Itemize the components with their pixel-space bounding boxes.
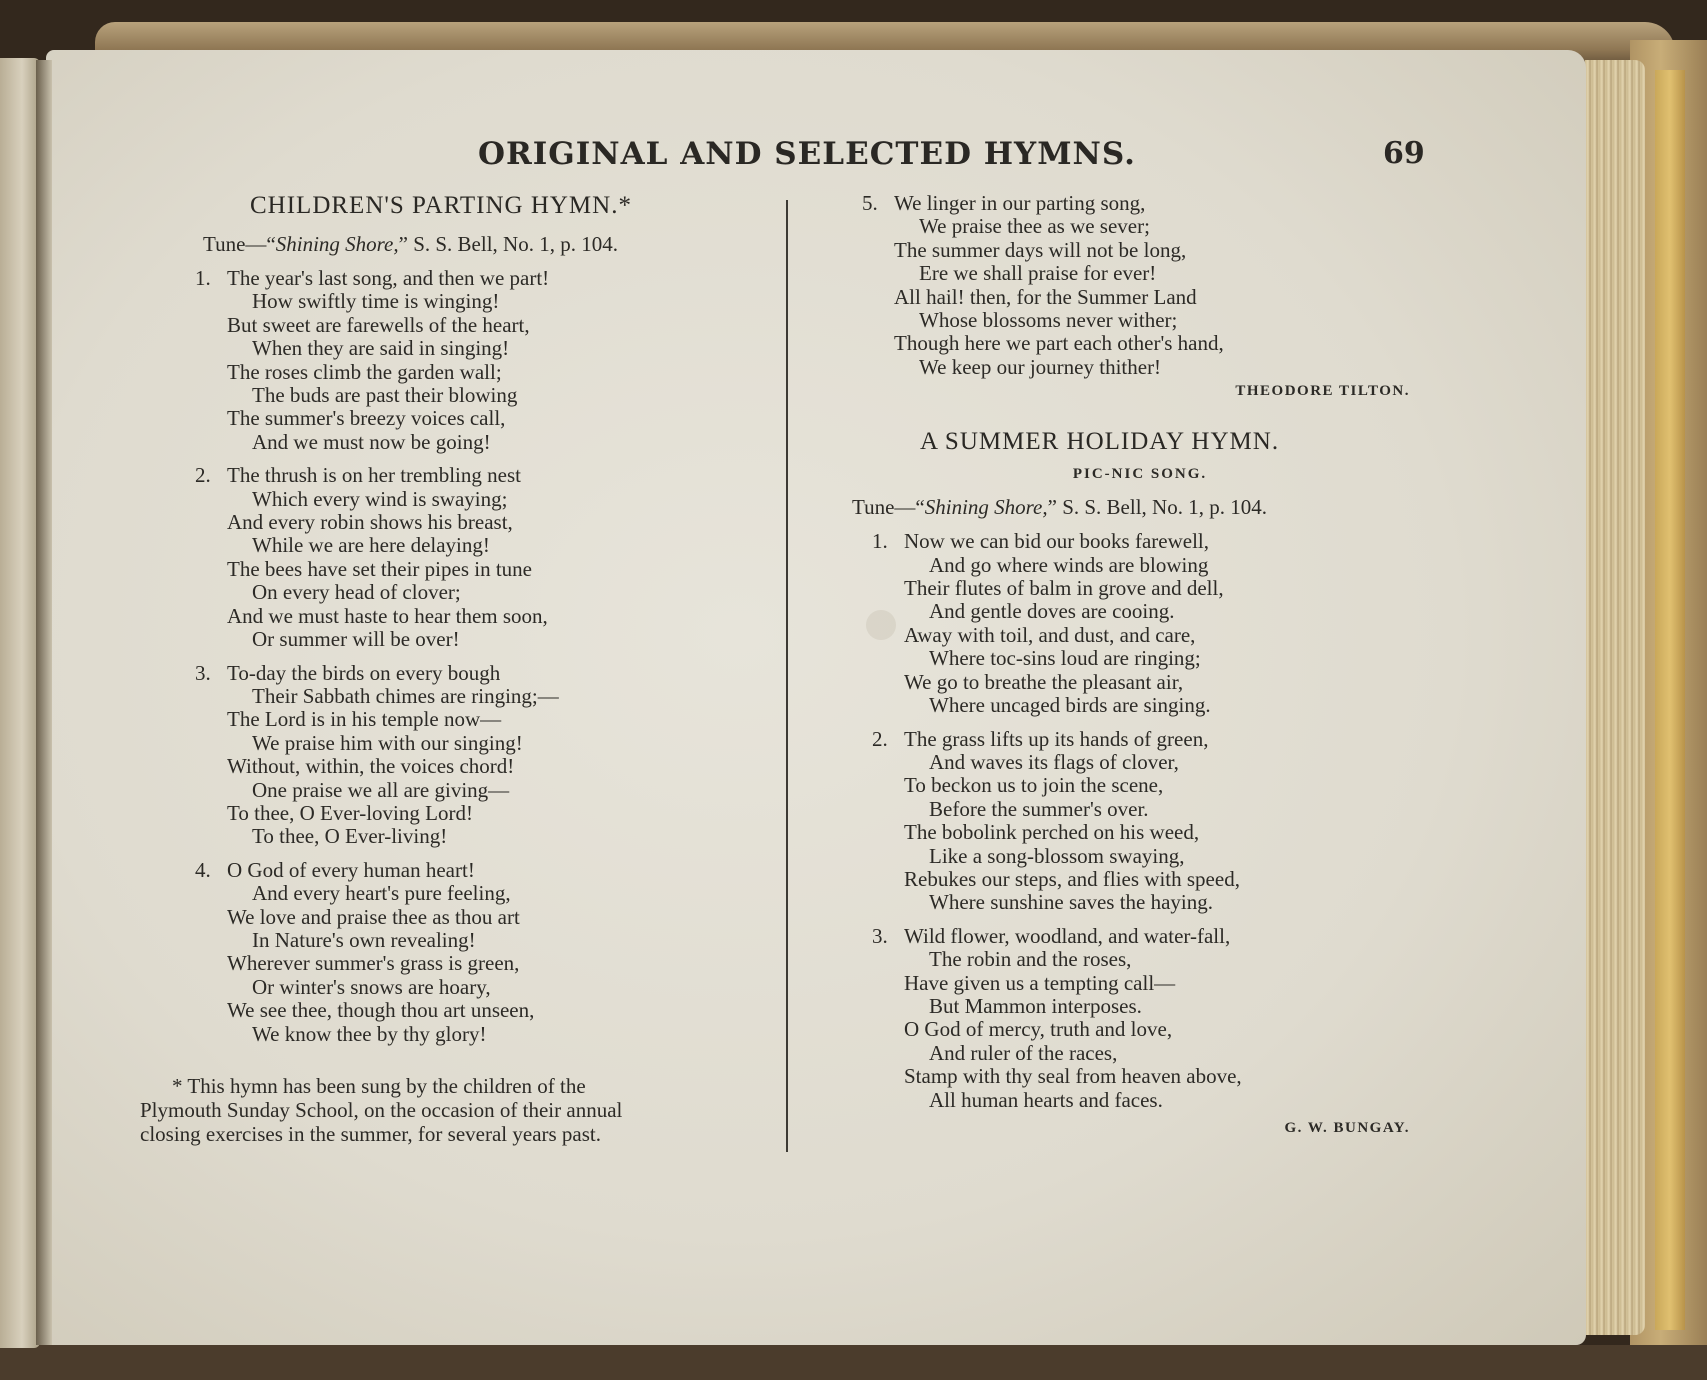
- verse-line: To thee, O Ever-living!: [252, 824, 448, 849]
- verse-line: How swiftly time is winging!: [252, 289, 500, 314]
- verse-line: The summer days will not be long,: [894, 237, 1187, 262]
- verse-line: The buds are past their blowing: [252, 383, 518, 408]
- verse-line: When they are said in singing!: [252, 336, 510, 361]
- footnote-line: * This hymn has been sung by the children of the: [172, 1074, 586, 1098]
- attribution-tilton: THEODORE TILTON.: [1235, 383, 1410, 400]
- stanza-number: 3.: [872, 923, 888, 948]
- verse-line: [140, 662, 780, 685]
- left-stanzas: [140, 267, 780, 1046]
- verse-line: On every head of clover;: [252, 580, 461, 605]
- stanza: [140, 464, 780, 651]
- verse-text: To-day the birds on every bough: [227, 660, 501, 685]
- stanza-5: [860, 192, 1420, 379]
- verse-line: Wherever summer's grass is green,: [227, 951, 520, 976]
- stanza: [860, 530, 1420, 717]
- verse-line: The robin and the roses,: [929, 947, 1132, 972]
- stanza-number: 2.: [872, 726, 888, 751]
- footnote-line: Plymouth Sunday School, on the occasion of their annual: [140, 1098, 623, 1122]
- verse-line: And ruler of the races,: [929, 1040, 1118, 1065]
- tune-name: Shining Shore,: [275, 232, 399, 256]
- footnote: [140, 1074, 780, 1146]
- verse-line: We praise him with our singing!: [252, 730, 523, 755]
- column-divider: [786, 200, 788, 1152]
- verse-line: Before the summer's over.: [929, 796, 1149, 821]
- verse-line: Without, within, the voices chord!: [227, 754, 515, 779]
- hymn-title: CHILDREN'S PARTING HYMN.*: [250, 192, 632, 219]
- verse-line: In Nature's own revealing!: [252, 927, 476, 952]
- verse-line: Like a song-blossom swaying,: [929, 843, 1185, 868]
- verse-line: The bees have set their pipes in tune: [227, 556, 532, 581]
- stanza-number: 5.: [862, 191, 878, 215]
- tune-prefix: Tune—“: [203, 232, 276, 256]
- verse-line: [860, 530, 1420, 553]
- stanza: [860, 728, 1420, 915]
- verse-line: The Lord is in his temple now—: [227, 707, 502, 732]
- verse-line: Or winter's snows are hoary,: [252, 974, 491, 999]
- verse-line: Ere we shall praise for ever!: [919, 261, 1157, 286]
- verse-line: Where toc-sins loud are ringing;: [929, 646, 1201, 671]
- verse-line: Where sunshine saves the haying.: [929, 890, 1214, 915]
- verse-line: Rebukes our steps, and flies with speed,: [904, 866, 1240, 891]
- gilt-page-edge: [1655, 70, 1685, 1330]
- verse-line: We go to breathe the pleasant air,: [904, 669, 1184, 694]
- verse-line: [860, 192, 1420, 215]
- verse-line: And we must haste to hear them soon,: [227, 603, 548, 628]
- verse-line: To thee, O Ever-loving Lord!: [227, 800, 473, 825]
- page-block-edges: [1585, 60, 1645, 1335]
- verse-line: We keep our journey thither!: [919, 354, 1162, 379]
- verse-line: And go where winds are blowing: [929, 552, 1209, 577]
- verse-line: And gentle doves are cooing.: [929, 599, 1175, 624]
- hymn-title-2: A SUMMER HOLIDAY HYMN.: [920, 428, 1280, 456]
- verse-line: All hail! then, for the Summer Land: [894, 284, 1197, 309]
- verse-text: We linger in our parting song,: [894, 191, 1146, 215]
- verse-line: To beckon us to join the scene,: [904, 773, 1164, 798]
- verse-line: We know thee by thy glory!: [252, 1021, 487, 1046]
- tune-suffix: ” S. S. Bell, No. 1, p. 104.: [398, 232, 618, 256]
- verse-line: Away with toil, and dust, and care,: [904, 622, 1196, 647]
- verse-line: [140, 267, 780, 290]
- left-page-edge: [0, 58, 40, 1348]
- tune-name: Shining Shore,: [924, 495, 1048, 520]
- verse-text: Now we can bid our books farewell,: [904, 529, 1209, 554]
- verse-line: Though here we part each other's hand,: [894, 331, 1224, 356]
- verse-line: The bobolink perched on his weed,: [904, 820, 1200, 845]
- verse-line: While we are here delaying!: [252, 533, 490, 558]
- running-header: ORIGINAL AND SELECTED HYMNS.: [478, 136, 1136, 172]
- verse-line: We praise thee as we sever;: [919, 214, 1150, 239]
- tune-line-2: [852, 495, 1420, 520]
- verse-line: [140, 859, 780, 882]
- verse-line: [140, 464, 780, 487]
- verse-line: And every heart's pure feeling,: [252, 881, 511, 906]
- stanza: [140, 267, 780, 454]
- verse-line: [860, 925, 1420, 948]
- verse-line: But Mammon interposes.: [929, 993, 1142, 1018]
- verse-text: The year's last song, and then we part!: [227, 266, 550, 290]
- verse-text: The thrush is on her trembling nest: [227, 463, 521, 488]
- hymn-subtitle: PIC-NIC SONG.: [1072, 466, 1208, 483]
- verse-line: [860, 728, 1420, 751]
- book-gutter: [36, 60, 52, 1345]
- right-stanzas: [860, 530, 1420, 1112]
- verse-line: The summer's breezy voices call,: [227, 406, 506, 431]
- tune-suffix: ” S. S. Bell, No. 1, p. 104.: [1047, 495, 1267, 520]
- stanza-number: 3.: [195, 660, 211, 685]
- verse-line: We love and praise thee as thou art: [227, 904, 520, 929]
- stanza: [140, 662, 780, 849]
- verse-text: Wild flower, woodland, and water-fall,: [904, 923, 1231, 948]
- verse-line: Whose blossoms never wither;: [919, 308, 1178, 333]
- verse-line: The roses climb the garden wall;: [227, 359, 502, 384]
- verse-line: O God of mercy, truth and love,: [904, 1017, 1173, 1042]
- footnote-line: closing exercises in the summer, for several years past.: [140, 1122, 602, 1146]
- verse-line: And waves its flags of clover,: [929, 749, 1179, 774]
- tune-line: [140, 232, 780, 257]
- verse-line: Have given us a tempting call—: [904, 970, 1176, 995]
- verse-line: And every robin shows his breast,: [227, 510, 513, 535]
- verse-line: But sweet are farewells of the heart,: [227, 312, 530, 337]
- stanza-number: 2.: [195, 463, 211, 488]
- stanza: [140, 859, 780, 1046]
- stanza-number: 1.: [195, 266, 211, 290]
- left-column: [140, 192, 780, 1146]
- attribution-bungay: G. W. BUNGAY.: [1284, 1120, 1410, 1136]
- verse-line: All human hearts and faces.: [929, 1087, 1163, 1112]
- verse-line: Or summer will be over!: [252, 627, 460, 652]
- stanza: [860, 925, 1420, 1112]
- verse-line: We see thee, though thou art unseen,: [227, 998, 535, 1023]
- verse-text: O God of every human heart!: [227, 857, 475, 882]
- stanza-number: 4.: [195, 857, 211, 882]
- verse-line: One praise we all are giving—: [252, 777, 510, 802]
- verse-line: Their flutes of balm in grove and dell,: [904, 576, 1224, 601]
- verse-line: And we must now be going!: [252, 429, 491, 454]
- page-number: 69: [1383, 136, 1425, 171]
- verse-line: Which every wind is swaying;: [252, 486, 508, 511]
- verse-line: Stamp with thy seal from heaven above,: [904, 1064, 1242, 1089]
- book-cover-bottom: [0, 1345, 1707, 1380]
- stanza: [860, 192, 1420, 379]
- verse-line: Where uncaged birds are singing.: [929, 693, 1211, 718]
- verse-line: Their Sabbath chimes are ringing;—: [252, 683, 559, 708]
- verse-text: The grass lifts up its hands of green,: [904, 726, 1209, 751]
- stanza-number: 1.: [872, 529, 888, 554]
- right-column: [852, 191, 1420, 1137]
- tune-prefix: Tune—“: [852, 495, 925, 520]
